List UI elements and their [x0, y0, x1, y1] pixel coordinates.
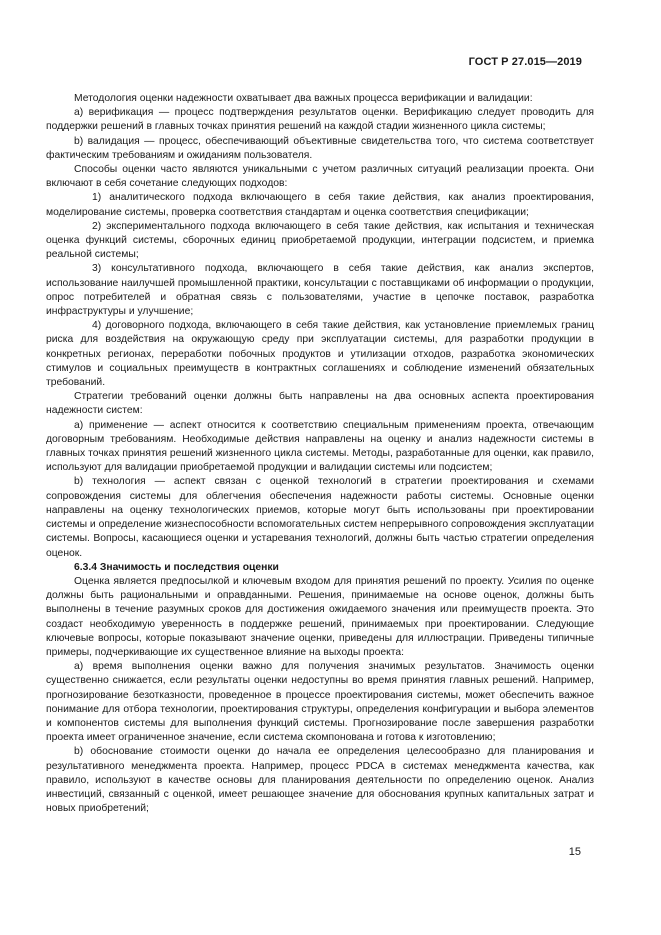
document-header: ГОСТ Р 27.015—2019 — [468, 56, 582, 68]
list-item: 1) аналитического подхода включающего в себя такие действия, как анализ проектирования, моделирование системы, проверка соответствия стандартам и оценка соответствия спецификации; — [46, 192, 594, 218]
paragraph: Методология оценки надежности охватывает два важных процесса верификации и валидации: — [74, 93, 533, 104]
paragraph: Стратегии требований оценки должны быть направлены на два основных аспекта проектирования надежности систем: — [46, 391, 594, 417]
page-number: 15 — [568, 846, 581, 858]
section-heading: 6.3.4 Значимость и последствия оценки — [74, 561, 279, 573]
document-body — [46, 92, 594, 816]
list-item: 3) консультативного подхода, включающего в себя такие действия, как анализ экспертов, использование наилучшей промышленной практики, консультации с поставщиками об информации о продукции, опрос потребителей и обратная связь с пользователями, участие в цепочке поставок, разработка инфраструктуры и улучшение; — [46, 263, 594, 318]
list-item: a) применение — аспект относится к соответствию специальным применениям проекта, отвечающим договорным требованиям. Необходимые действия направлены на оценку и анализ надежности системы в главных точках принятия решений жизненного цикла системы. Методы, разработанные для оценки, как правило, используют для валидации приобретаемой продукции и валидации системы или подсистем; — [46, 419, 594, 474]
list-item: b) обоснование стоимости оценки до начала ее определения целесообразно для планирования и результативного менеджмента проекта. Например, процесс PDCA в системах менеджмента качества, как правило, используют в качестве основы для планирования деятельности по определению оценок. Анализ инвестиций, связанный с оценкой, имеет решающее значение для обоснования крупных капитальных затрат и новых приобретений; — [46, 746, 594, 815]
list-item: a) верификация — процесс подтверждения результатов оценки. Верификацию следует проводить для поддержки решений в главных точках принятия решений на каждой стадии жизненного цикла системы; — [46, 107, 594, 133]
list-item: b) технология — аспект связан с оценкой технологий в стратегии проектирования и схемами сопровождения системы для облегчения обеспечения надежности работы системы. Основные оценки направлены на оценку технологических приемов, которые могут быть использованы при проектировании системы и определение жизнеспособности вспомогательных систем непрерывного сопровождения эксплуатации системы. Вопросы, касающиеся оценки и устаревания технологий, должны быть частью стратегии определения оценок. — [46, 476, 594, 559]
list-item: b) валидация — процесс, обеспечивающий объективные свидетельства того, что система соответствует фактическим требованиям и ожиданиям пользователя. — [46, 135, 594, 161]
paragraph: Способы оценки часто являются уникальными с учетом различных ситуаций реализации проекта. Они включают в себя сочетание следующих подходов: — [46, 164, 594, 190]
list-item: 2) экспериментального подхода включающего в себя такие действия, как испытания и техническая оценка функций системы, сборочных единиц приобретаемой продукции, интеграции подсистем, и приемка реальной системы; — [46, 220, 594, 261]
paragraph: Оценка является предпосылкой и ключевым входом для принятия решений по проекту. Усилия по оценке должны быть рациональными и оправданными. Решения, принимаемые на основе оценок, должны быть выполнены в течение разумных сроков для достижения ожидаемого значения или преимуществ проекта. Это создаст необходимую уверенность в поддержке решений, принимаемых при проектировании. Следующие ключевые вопросы, которые показывают значение оценки, приведены для иллюстрации. Приведены типичные примеры, подчеркивающие их существенное влияние на выходы проекта: — [46, 575, 594, 658]
list-item: 4) договорного подхода, включающего в себя такие действия, как установление приемлемых границ риска для воздействия на окружающую среду при эксплуатации системы, для разработки продукции в конкретных регионах, переработки побочных продуктов и утилизации отходов, разработка экономических стимулов и социальных преимуществ в контрактных соглашениях и соблюдение изменений обязательных требований. — [46, 320, 594, 389]
list-item: a) время выполнения оценки важно для получения значимых результатов. Значимость оценки существенно снижается, если результаты оценки недоступны во время принятия главных решений. Например, прогнозирование безотказности, проведенное в процессе проектирования системы, может обеспечить важное понимание для отбора технологии, проектирования структуры, определения конфигурации и выбора элементов и компонентов системы для выполнения функций системы. Прогнозирование после завершения разработки проекта имеет ограниченное значение, если система скомпонована и готова к изготовлению; — [46, 661, 594, 744]
